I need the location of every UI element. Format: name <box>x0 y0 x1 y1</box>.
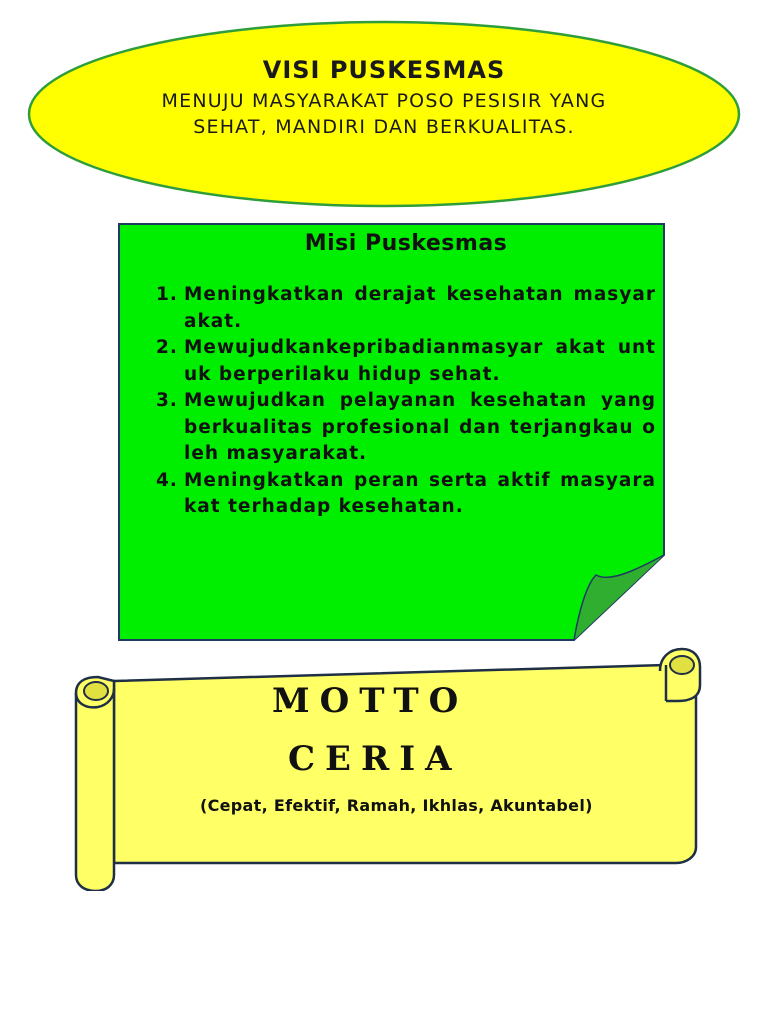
motto-acronym: CERIA <box>288 739 462 779</box>
misi-item-2 <box>156 335 656 388</box>
misi-item-number: 4. <box>156 469 178 491</box>
motto-scroll <box>70 645 702 891</box>
misi-note <box>118 223 666 641</box>
misi-item-1 <box>156 282 656 335</box>
misi-item-number: 3. <box>156 390 178 411</box>
misi-list <box>156 282 656 521</box>
misi-item-number: 2. <box>156 337 178 358</box>
misi-item-text: Mewujudkankepribadianmasyar akat untuk berperilaku hidup sehat. <box>184 337 656 385</box>
misi-item-text: Mewujudkan pelayanan kesehatan yang berkualitas profesional dan terjangkau oleh masyarakat. <box>184 390 656 464</box>
misi-item-text: Meningkatkan peran serta aktif masyarakat terhadap kesehatan. <box>184 469 656 517</box>
motto-title: MOTTO <box>272 681 469 721</box>
visi-statement: MENUJU MASYARAKAT POSO PESISIR YANG SEHAT, MANDIRI DAN BERKUALITAS. <box>161 90 607 138</box>
visi-text-block <box>27 56 741 140</box>
scroll-left-roll <box>76 677 114 891</box>
visi-ellipse <box>27 20 741 208</box>
motto-description: (Cepat, Efektif, Ramah, Ikhlas, Akuntabel) <box>200 796 593 815</box>
misi-item-number: 1. <box>156 284 178 305</box>
misi-item-text: Meningkatkan derajat kesehatan masyarakat. <box>184 284 656 332</box>
misi-title: Misi Puskesmas <box>304 231 508 256</box>
misi-item-3 <box>156 388 656 468</box>
misi-item-4 <box>156 468 656 521</box>
visi-title: VISI PUSKESMAS <box>262 56 506 84</box>
misi-content <box>156 231 656 521</box>
